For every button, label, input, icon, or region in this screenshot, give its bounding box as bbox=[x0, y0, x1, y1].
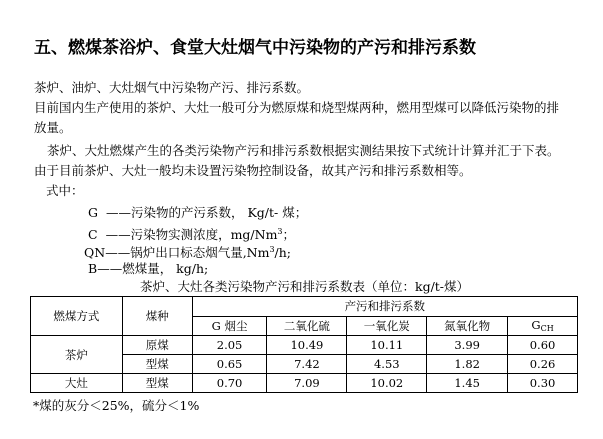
cell-gch: 0.26 bbox=[508, 355, 578, 374]
def-g bbox=[88, 203, 307, 223]
paragraph-2-line-1: 茶炉、大灶燃煤产生的各类污染物产污和排污系数根据实测结果按下式统计计算并汇于下表。 bbox=[47, 143, 560, 158]
cell-nox: 3.99 bbox=[427, 336, 508, 355]
def-c-symbol: C bbox=[88, 227, 98, 242]
row-label-stove: 大灶 bbox=[31, 374, 123, 393]
def-qn-text: ——锅炉出口标态烟气量,Nm bbox=[105, 245, 270, 260]
cell-co: 4.53 bbox=[347, 355, 427, 374]
paragraph-1-line-1: 目前国内生产使用的茶炉、大灶一般可分为燃原煤和烧型煤两种，燃用型煤可以降低污染物的排 bbox=[34, 100, 560, 115]
def-b bbox=[88, 259, 208, 279]
def-c-text: ——污染物实测浓度，mg/Nm bbox=[105, 227, 278, 242]
cell-gch: 0.30 bbox=[508, 374, 578, 393]
def-qn-superscript: 3 bbox=[269, 245, 275, 254]
cell-coal: 型煤 bbox=[122, 374, 192, 393]
footnote: *煤的灰分＜25%，硫分＜1% bbox=[33, 398, 200, 413]
formula-lead: 式中： bbox=[46, 183, 84, 198]
cell-so2: 7.42 bbox=[267, 355, 347, 374]
cell-so2: 7.09 bbox=[267, 374, 347, 393]
paragraph-2-line-2: 由于目前茶炉、大灶一般均未设置污染物控制设备，故其产污和排污系数相等。 bbox=[34, 163, 472, 178]
table-row bbox=[31, 336, 578, 355]
cell-nox: 1.82 bbox=[427, 355, 508, 374]
def-qn-symbol: QN bbox=[84, 245, 106, 260]
table-row bbox=[31, 374, 578, 393]
header-combustion-method: 燃煤方式 bbox=[31, 297, 123, 336]
cell-soot: 2.05 bbox=[192, 336, 267, 355]
cell-coal: 原煤 bbox=[122, 336, 192, 355]
section-heading: 五、燃煤茶浴炉、食堂大灶烟气中污染物的产污和排污系数 bbox=[34, 38, 476, 58]
header-factor-group: 产污和排污系数 bbox=[192, 297, 577, 317]
def-g-symbol: G bbox=[88, 205, 98, 220]
emission-factor-table bbox=[30, 296, 578, 393]
table-caption: 茶炉、大灶各类污染物产污和排污系数表（单位：kg/t-煤） bbox=[140, 279, 470, 294]
cell-so2: 10.49 bbox=[267, 336, 347, 355]
intro-line: 茶炉、油炉、大灶烟气中污染物产污、排污系数。 bbox=[34, 80, 310, 95]
cell-soot: 0.65 bbox=[192, 355, 267, 374]
def-g-text: ——污染物的产污系数， Kg/t- 煤； bbox=[105, 205, 308, 220]
def-c-superscript: 3 bbox=[277, 227, 283, 236]
def-c-end: ； bbox=[282, 227, 296, 242]
header-gch: $G_{CH}$ bbox=[508, 316, 578, 336]
cell-nox: 1.45 bbox=[427, 374, 508, 393]
cell-coal: 型煤 bbox=[122, 355, 192, 374]
cell-gch: 0.60 bbox=[508, 336, 578, 355]
paragraph-1-line-2: 放量。 bbox=[34, 120, 72, 135]
header-carbon-monoxide: 一氧化炭 bbox=[347, 316, 427, 336]
header-soot: G 烟尘 bbox=[192, 316, 267, 336]
row-label-tea-boiler: 茶炉 bbox=[31, 336, 123, 374]
cell-co: 10.02 bbox=[347, 374, 427, 393]
header-coal-type: 煤种 bbox=[122, 297, 192, 336]
header-nitrogen-oxides: 氮氧化物 bbox=[427, 316, 508, 336]
def-b-text: ——燃煤量， kg/h; bbox=[97, 261, 209, 276]
def-qn-end: /h; bbox=[274, 245, 292, 260]
cell-co: 10.11 bbox=[347, 336, 427, 355]
header-sulfur-dioxide: 二氧化硫 bbox=[267, 316, 347, 336]
cell-soot: 0.70 bbox=[192, 374, 267, 393]
def-b-symbol: B bbox=[88, 261, 98, 276]
